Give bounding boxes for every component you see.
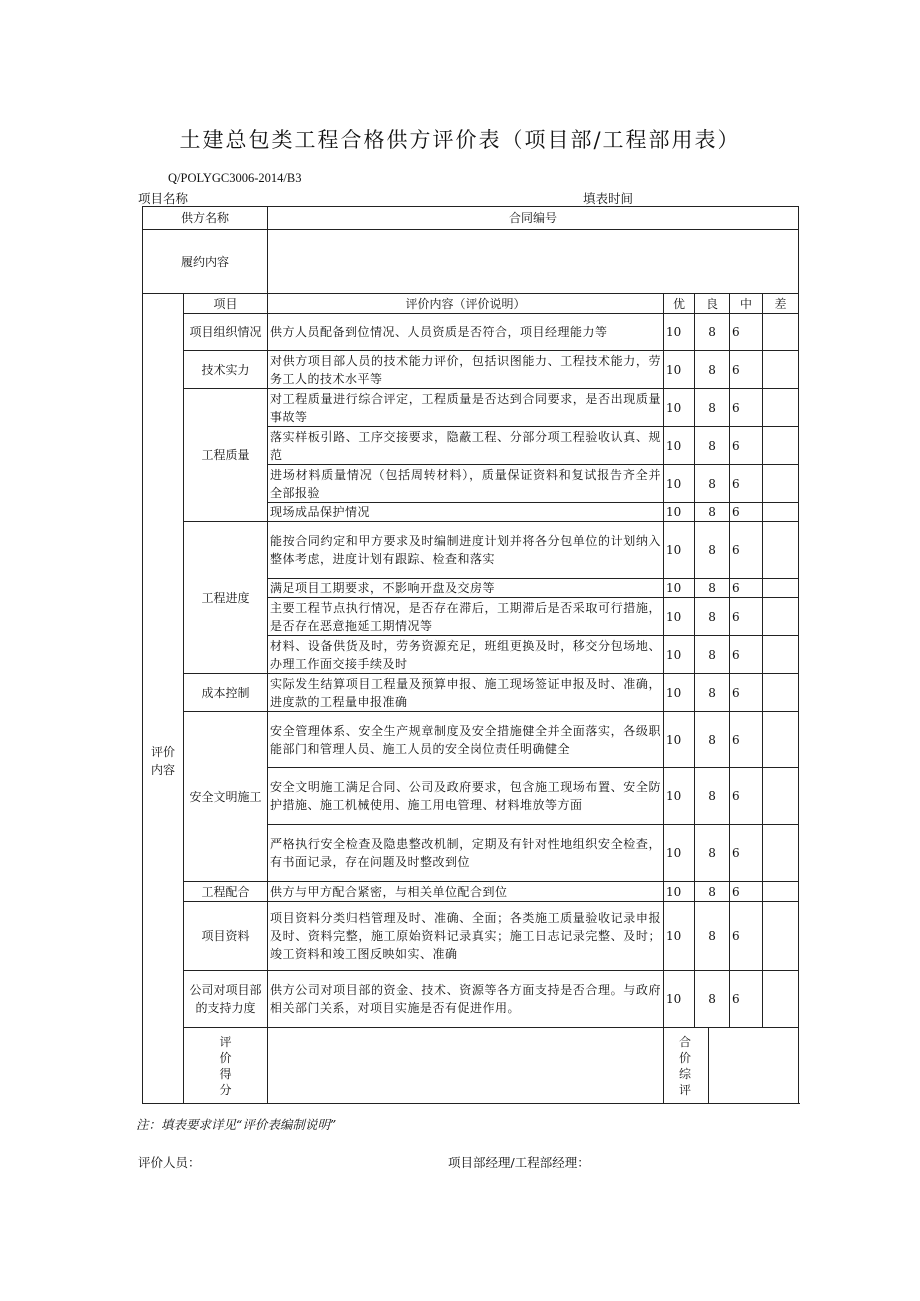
score-medium[interactable]: 6 (730, 636, 763, 674)
score-poor[interactable] (763, 902, 799, 971)
manager-label: 项目部经理/工程部经理： (448, 1155, 590, 1170)
project-name-label: 项目名称 (138, 191, 189, 206)
criterion: 能按合同约定和甲方要求及时编制进度计划并将各分包单位的计划纳入整体考虑，进度计划有跟踪、检查和落实 (268, 522, 664, 579)
criterion: 满足项目工期要求，不影响开盘及交房等 (268, 579, 664, 598)
score-excellent[interactable]: 10 (664, 314, 695, 351)
supplier-label: 供方名称 (143, 207, 268, 230)
score-excellent[interactable]: 10 (664, 636, 695, 674)
group-name: 工程配合 (184, 882, 268, 902)
criterion: 项目资料分类归档管理及时、准确、全面；各类施工质量验收记录申报及时、资料完整，施工原始资料记录真实；施工日志记录完整、及时；竣工资料和竣工图反映如实、准确 (268, 902, 664, 971)
score-medium[interactable]: 6 (730, 389, 763, 427)
score-good[interactable]: 8 (695, 579, 730, 598)
score-excellent[interactable]: 10 (664, 712, 695, 768)
score-poor[interactable] (763, 522, 799, 579)
score-excellent[interactable]: 10 (664, 427, 695, 465)
overall-label: 合价综评 (679, 1034, 692, 1097)
evaluation-table (142, 206, 799, 1104)
score-good[interactable]: 8 (695, 768, 730, 825)
group-name: 项目资料 (184, 902, 268, 971)
criterion: 对工程质量进行综合评定，工程质量是否达到合同要求，是否出现质量事故等 (268, 389, 664, 427)
score-poor[interactable] (763, 636, 799, 674)
score-poor[interactable] (763, 712, 799, 768)
score-excellent[interactable]: 10 (664, 768, 695, 825)
criterion: 主要工程节点执行情况，是否存在滞后，工期滞后是否采取可行措施，是否存在恶意拖延工期情况等 (268, 598, 664, 636)
score-excellent[interactable]: 10 (664, 882, 695, 902)
table-header-row (143, 294, 799, 314)
criterion: 供方公司对项目部的资金、技术、资源等各方面支持是否合理。与政府相关部门关系，对项目实施是否有促进作用。 (268, 971, 664, 1028)
table-row (143, 522, 799, 579)
score-poor[interactable] (763, 598, 799, 636)
criterion: 落实样板引路、工序交接要求，隐蔽工程、分部分项工程验收认真、规范 (268, 427, 664, 465)
score-poor[interactable] (763, 768, 799, 825)
score-excellent[interactable]: 10 (664, 971, 695, 1028)
score-good[interactable]: 8 (695, 674, 730, 712)
score-excellent[interactable]: 10 (664, 389, 695, 427)
contract-label: 合同编号 (268, 207, 799, 230)
score-good[interactable]: 8 (695, 902, 730, 971)
score-good[interactable]: 8 (695, 712, 730, 768)
criterion: 进场材料质量情况（包括周转材料），质量保证资料和复试报告齐全并全部报验 (268, 465, 664, 503)
supplier-row (143, 207, 799, 230)
overall-label-box (664, 1028, 709, 1103)
score-good[interactable]: 8 (695, 522, 730, 579)
document-code: Q/POLYGC3006-2014/B3 (168, 171, 302, 185)
criterion: 实际发生结算项目工程量及预算申报、施工现场签证申报及时、准确，进度款的工程量申报准确 (268, 674, 664, 712)
score-good[interactable]: 8 (695, 389, 730, 427)
col-content: 评价内容（评价说明） (268, 294, 664, 314)
col-medium: 中 (730, 294, 763, 314)
col-poor: 差 (763, 294, 799, 314)
score-good[interactable]: 8 (695, 598, 730, 636)
score-poor[interactable] (763, 427, 799, 465)
score-poor[interactable] (763, 825, 799, 882)
score-poor[interactable] (763, 579, 799, 598)
group-name: 技术实力 (184, 351, 268, 389)
score-excellent[interactable]: 10 (664, 579, 695, 598)
footer-note: 注：填表要求详见“评价表编制说明” (136, 1117, 337, 1132)
table-row (143, 389, 799, 427)
col-good: 良 (695, 294, 730, 314)
criterion: 对供方项目部人员的技术能力评价，包括识图能力、工程技术能力，劳务工人的技术水平等 (268, 351, 664, 389)
group-name: 工程进度 (184, 522, 268, 674)
performance-label: 履约内容 (143, 230, 268, 294)
score-good[interactable]: 8 (695, 351, 730, 389)
score-excellent[interactable]: 10 (664, 825, 695, 882)
score-excellent[interactable]: 10 (664, 598, 695, 636)
score-excellent[interactable]: 10 (664, 902, 695, 971)
score-medium[interactable]: 6 (730, 674, 763, 712)
score-good[interactable]: 8 (695, 636, 730, 674)
score-excellent[interactable]: 10 (664, 503, 695, 522)
score-medium[interactable]: 6 (730, 522, 763, 579)
group-name: 工程质量 (184, 389, 268, 522)
score-medium[interactable]: 6 (730, 768, 763, 825)
score-poor[interactable] (763, 465, 799, 503)
score-poor[interactable] (763, 971, 799, 1028)
score-excellent[interactable]: 10 (664, 465, 695, 503)
table-row (143, 882, 799, 902)
overall-value[interactable] (709, 1028, 798, 1103)
score-medium[interactable]: 6 (730, 351, 763, 389)
page-title: 土建总包类工程合格供方评价表（项目部/工程部用表） (179, 128, 741, 152)
eval-section-label: 评价 内容 (143, 294, 184, 1104)
evaluator-label: 评价人员： (138, 1155, 201, 1170)
table-row (143, 314, 799, 351)
table-row (143, 971, 799, 1028)
score-poor[interactable] (763, 314, 799, 351)
score-excellent[interactable]: 10 (664, 522, 695, 579)
score-medium[interactable]: 6 (730, 882, 763, 902)
criterion: 严格执行安全检查及隐患整改机制，定期及有针对性地组织安全检查，有书面记录，存在问题及时整改到位 (268, 825, 664, 882)
performance-value[interactable] (268, 230, 799, 294)
criterion: 现场成品保护情况 (268, 503, 664, 522)
score-label: 评价得分 (184, 1028, 268, 1104)
criterion: 安全文明施工满足合同、公司及政府要求，包含施工现场布置、安全防护措施、施工机械使用、施工用电管理、材料堆放等方面 (268, 768, 664, 825)
criterion: 供方人员配备到位情况、人员资质是否符合，项目经理能力等 (268, 314, 664, 351)
performance-row (143, 230, 799, 294)
score-good[interactable]: 8 (695, 503, 730, 522)
score-good[interactable]: 8 (695, 825, 730, 882)
score-poor[interactable] (763, 389, 799, 427)
score-medium[interactable]: 6 (730, 825, 763, 882)
table-row (143, 712, 799, 768)
score-value[interactable] (268, 1028, 664, 1104)
score-medium[interactable]: 6 (730, 465, 763, 503)
score-medium[interactable]: 6 (730, 902, 763, 971)
score-medium[interactable]: 6 (730, 579, 763, 598)
table-row (143, 902, 799, 971)
score-medium[interactable]: 6 (730, 314, 763, 351)
score-summary-row (143, 1028, 799, 1104)
score-medium[interactable]: 6 (730, 503, 763, 522)
overall-cell (664, 1028, 799, 1104)
group-name: 公司对项目部的支持力度 (184, 971, 268, 1028)
score-excellent[interactable]: 10 (664, 351, 695, 389)
score-poor[interactable] (763, 503, 799, 522)
criterion: 安全管理体系、安全生产规章制度及安全措施健全并全面落实，各级职能部门和管理人员、施工人员的安全岗位责任明确健全 (268, 712, 664, 768)
table-row (143, 674, 799, 712)
score-medium[interactable]: 6 (730, 427, 763, 465)
score-good[interactable]: 8 (695, 882, 730, 902)
score-good[interactable]: 8 (695, 314, 730, 351)
score-good[interactable]: 8 (695, 465, 730, 503)
score-medium[interactable]: 6 (730, 712, 763, 768)
score-medium[interactable]: 6 (730, 971, 763, 1028)
group-name: 成本控制 (184, 674, 268, 712)
table-row (143, 351, 799, 389)
fill-time-label: 填表时间 (583, 191, 634, 206)
score-good[interactable]: 8 (695, 427, 730, 465)
col-excellent: 优 (664, 294, 695, 314)
criterion: 材料、设备供货及时，劳务资源充足，班组更换及时，移交分包场地、办理工作面交接手续及时 (268, 636, 664, 674)
score-good[interactable]: 8 (695, 971, 730, 1028)
score-poor[interactable] (763, 882, 799, 902)
group-name: 项目组织情况 (184, 314, 268, 351)
col-item: 项目 (184, 294, 268, 314)
criterion: 供方与甲方配合紧密，与相关单位配合到位 (268, 882, 664, 902)
score-poor[interactable] (763, 674, 799, 712)
score-excellent[interactable]: 10 (664, 674, 695, 712)
score-poor[interactable] (763, 351, 799, 389)
score-medium[interactable]: 6 (730, 598, 763, 636)
group-name: 安全文明施工 (184, 712, 268, 882)
